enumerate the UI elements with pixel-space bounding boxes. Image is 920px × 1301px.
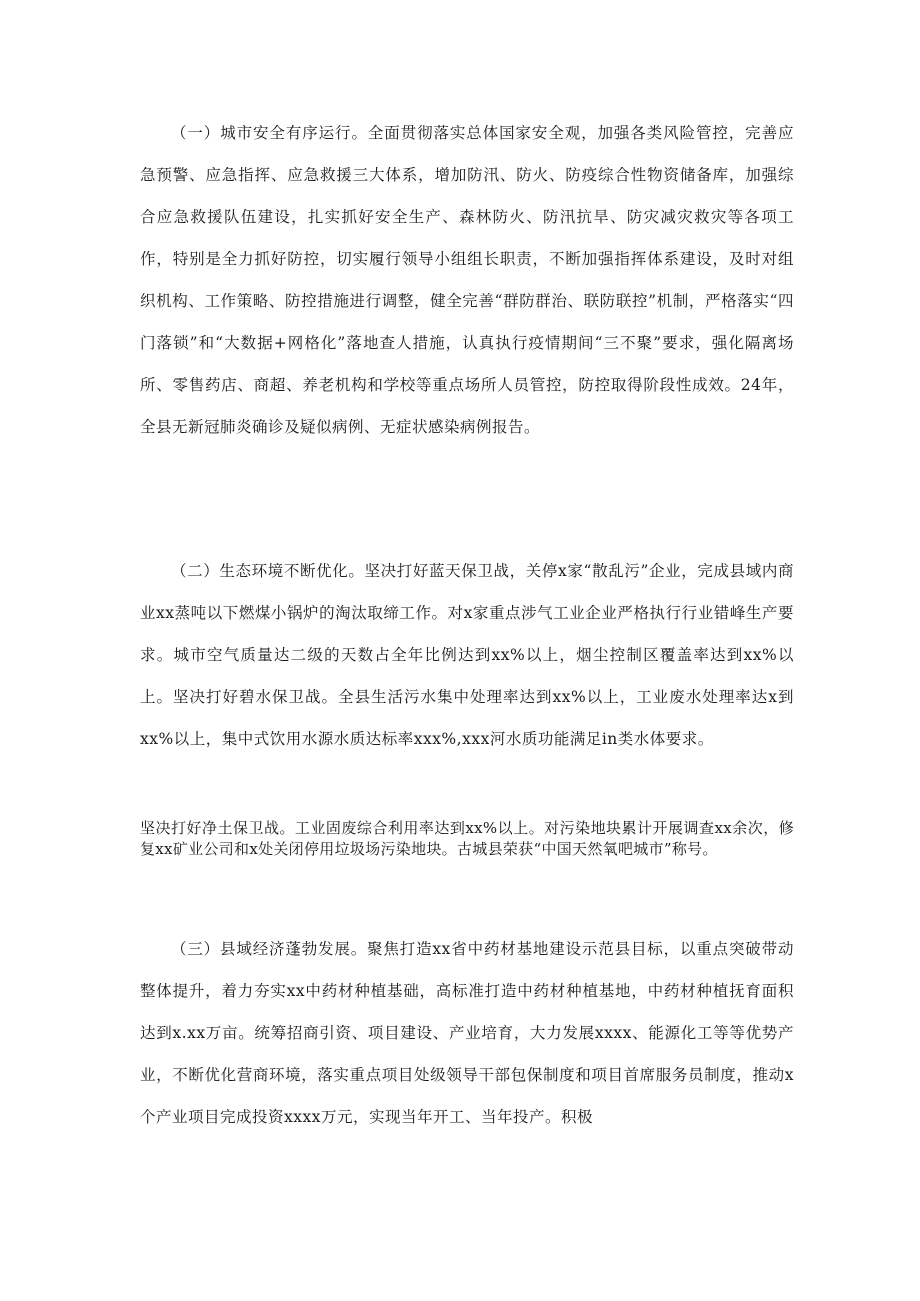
paragraph-urban-safety: （一）城市安全有序运行。全面贯彻落实总体国家安全观，加强各类风险管控，完善应急预警、应急指挥、应急救援三大体系，增加防汛、防火、防疫综合性物资储备库，加强综合应急救援队伍建设，扎实抓好安全生产、森林防火、防汛抗旱、防灾减灾救灾等各项工作，特别是全力抓好防控，切实履行领导小组组长职责，不断加强指挥体系建设，及时对组织机构、工作策略、防控措施进行调整，健全完善“群防群治、联防联控”机制，严格落实“四门落锁”和“大数据+网格化”落地查人措施，认真执行疫情期间“三不聚”要求，强化隔离场所、零售药店、商超、养老机构和学校等重点场所人员管控，防控取得阶段性成效。24年，全县无新冠肺炎确诊及疑似病例、无症状感染病例报告。 <box>140 124 794 436</box>
paragraph-county-economy: （三）县域经济蓬勃发展。聚焦打造xx省中药材基地建设示范县目标，以重点突破带动整体提升，着力夯实xx中药材种植基础，高标准打造中药材种植基地，中药材种植抚育面积达到x.xx万亩。统筹招商引资、项目建设、产业培育，大力发展xxxx、能源化工等等优势产业，不断优化营商环境，落实重点项目处级领导干部包保制度和项目首席服务员制度，推动x个产业项目完成投资xxxx万元，实现当年开工、当年投产。积极 <box>140 940 794 1126</box>
paragraph-soil-protection: 坚决打好净土保卫战。工业固废综合利用率达到xx%以上。对污染地块累计开展调查xx余次，修复xx矿业公司和x处关闭停用垃圾场污染地块。古城县荣获“中国天然氧吧城市”称号。 <box>140 819 794 858</box>
paragraph-ecology: （二）生态环境不断优化。坚决打好蓝天保卫战，关停x家“散乱污”企业，完成县域内商业xx蒸吨以下燃煤小锅炉的淘汰取缔工作。对x家重点涉气工业企业严格执行行业错峰生产要求。城市空气质量达二级的天数占全年比例达到xx%以上，烟尘控制区覆盖率达到xx%以上。坚决打好碧水保卫战。全县生活污水集中处理率达到xx%以上，工业废水处理率达x到xx%以上，集中式饮用水源水质达标率xxx%,xxx河水质功能满足in类水体要求。 <box>140 562 794 748</box>
